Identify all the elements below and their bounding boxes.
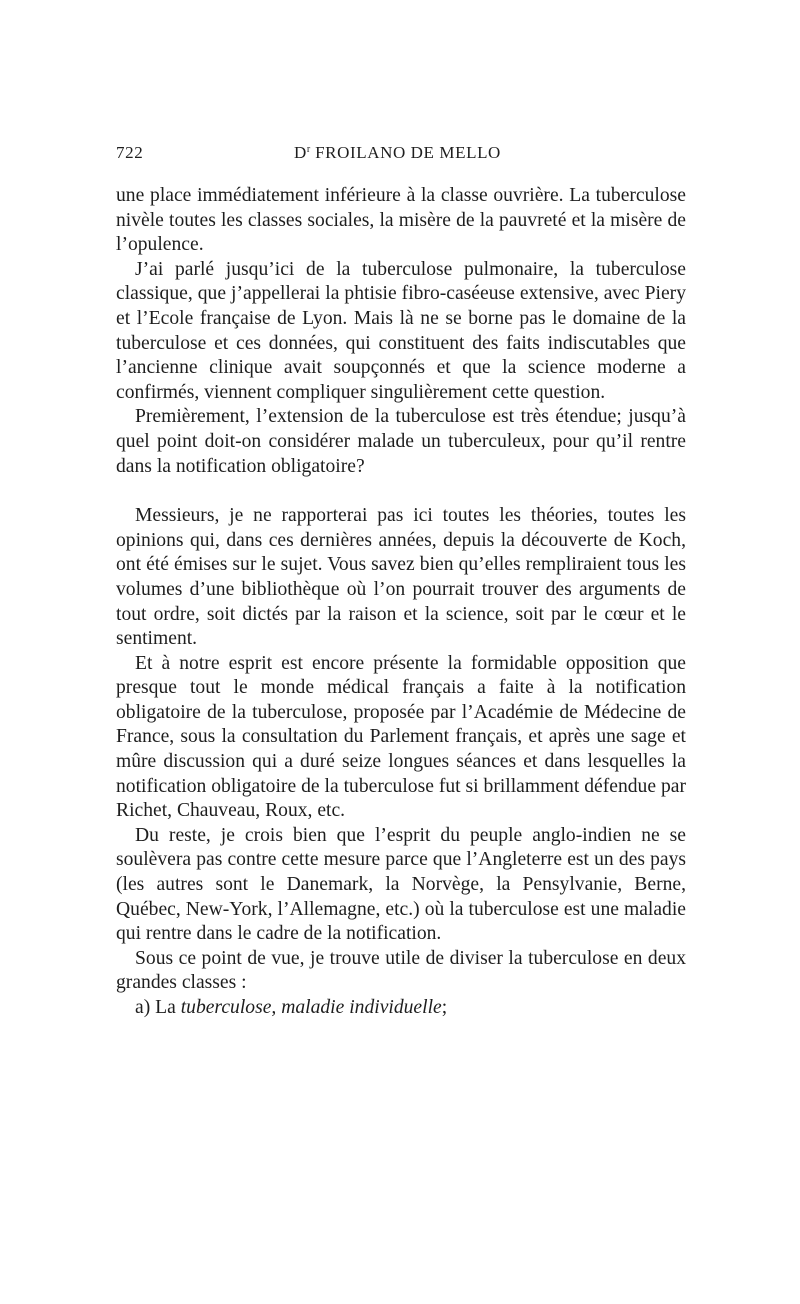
- author-prefix: D: [294, 143, 307, 162]
- list-italic-term: tuberculose, maladie individuelle: [180, 997, 442, 1018]
- author-name: FROILANO DE MELLO: [310, 143, 501, 162]
- page-number: 722: [116, 143, 144, 162]
- paragraph-du-reste: Du reste, je crois bien que l’esprit du peuple anglo-indien ne se soulèvera pas contre cette mesure parce que l’Angleterre est un des pays (les autres sont le Danemark, la Norvège, la Pensylvanie, Berne, Québec, New-York, l’Allemagne, etc.) où la tuberculose est une maladie qui rentre dans le cadre de la notification.: [116, 824, 686, 945]
- list-lead: La: [150, 997, 181, 1018]
- running-head: [294, 143, 501, 163]
- paragraph-gap: [116, 479, 686, 504]
- paragraph-premierement: Premièrement, l’extension de la tuberculose est très étendue; jusqu’à quel point doit-on considérer malade un tuberculeux, pour qu’il rentre dans la notification obligatoire?: [116, 406, 686, 477]
- list-tail: ;: [441, 997, 448, 1018]
- body-text: [116, 184, 686, 1021]
- page-header: [116, 143, 686, 167]
- paragraph-messieurs: Messieurs, je ne rapporterai pas ici toutes les théories, toutes les opinions qui, dans ces dernières années, depuis la découverte de Koch, ont été émises sur le sujet. Vous savez bien qu’elles rempliraient tous les volumes d’une bibliothèque où l’on pourrait trouver des arguments de tout ordre, soit dictés par la raison et la science, soit par le cœur et le sentiment.: [116, 505, 686, 650]
- author-title-superscript: r: [306, 144, 311, 155]
- paragraph-continuation: une place immédiatement inférieure à la classe ouvrière. La tuberculose nivèle toutes les classes sociales, la misère de la pauvreté et la misère de l’opulence.: [116, 185, 686, 256]
- paragraph-opposition: Et à notre esprit est encore présente la formidable opposition que presque tout le monde médical français a faite à la notification obligatoire de la tuberculose, proposée par l’Académie de Médecine de France, sous la consultation du Parlement français, et après une sage et mûre discussion qui a duré seize longues séances et dans lesquelles la notification obligatoire de la tuberculose fut si brillamment défendue par Richet, Chauveau, Roux, etc.: [116, 652, 686, 822]
- list-item-a: [116, 996, 686, 1021]
- list-marker: a): [135, 997, 151, 1018]
- paragraph-sous-ce-point: Sous ce point de vue, je trouve utile de diviser la tuberculose en deux grandes classes :: [116, 947, 686, 994]
- paragraph-tuberculose-pulmonaire: J’ai parlé jusqu’ici de la tuberculose pulmonaire, la tuberculose classique, que j’appellerai la phtisie fibro-caséeuse extensive, avec Piery et l’Ecole française de Lyon. Mais là ne se borne pas le domaine de la tuberculose et ces données, qui constituent des faits indiscutables que l’ancienne clinique avait soupçonnés et que la science moderne a confirmés, viennent compliquer singulièrement cette question.: [116, 258, 686, 403]
